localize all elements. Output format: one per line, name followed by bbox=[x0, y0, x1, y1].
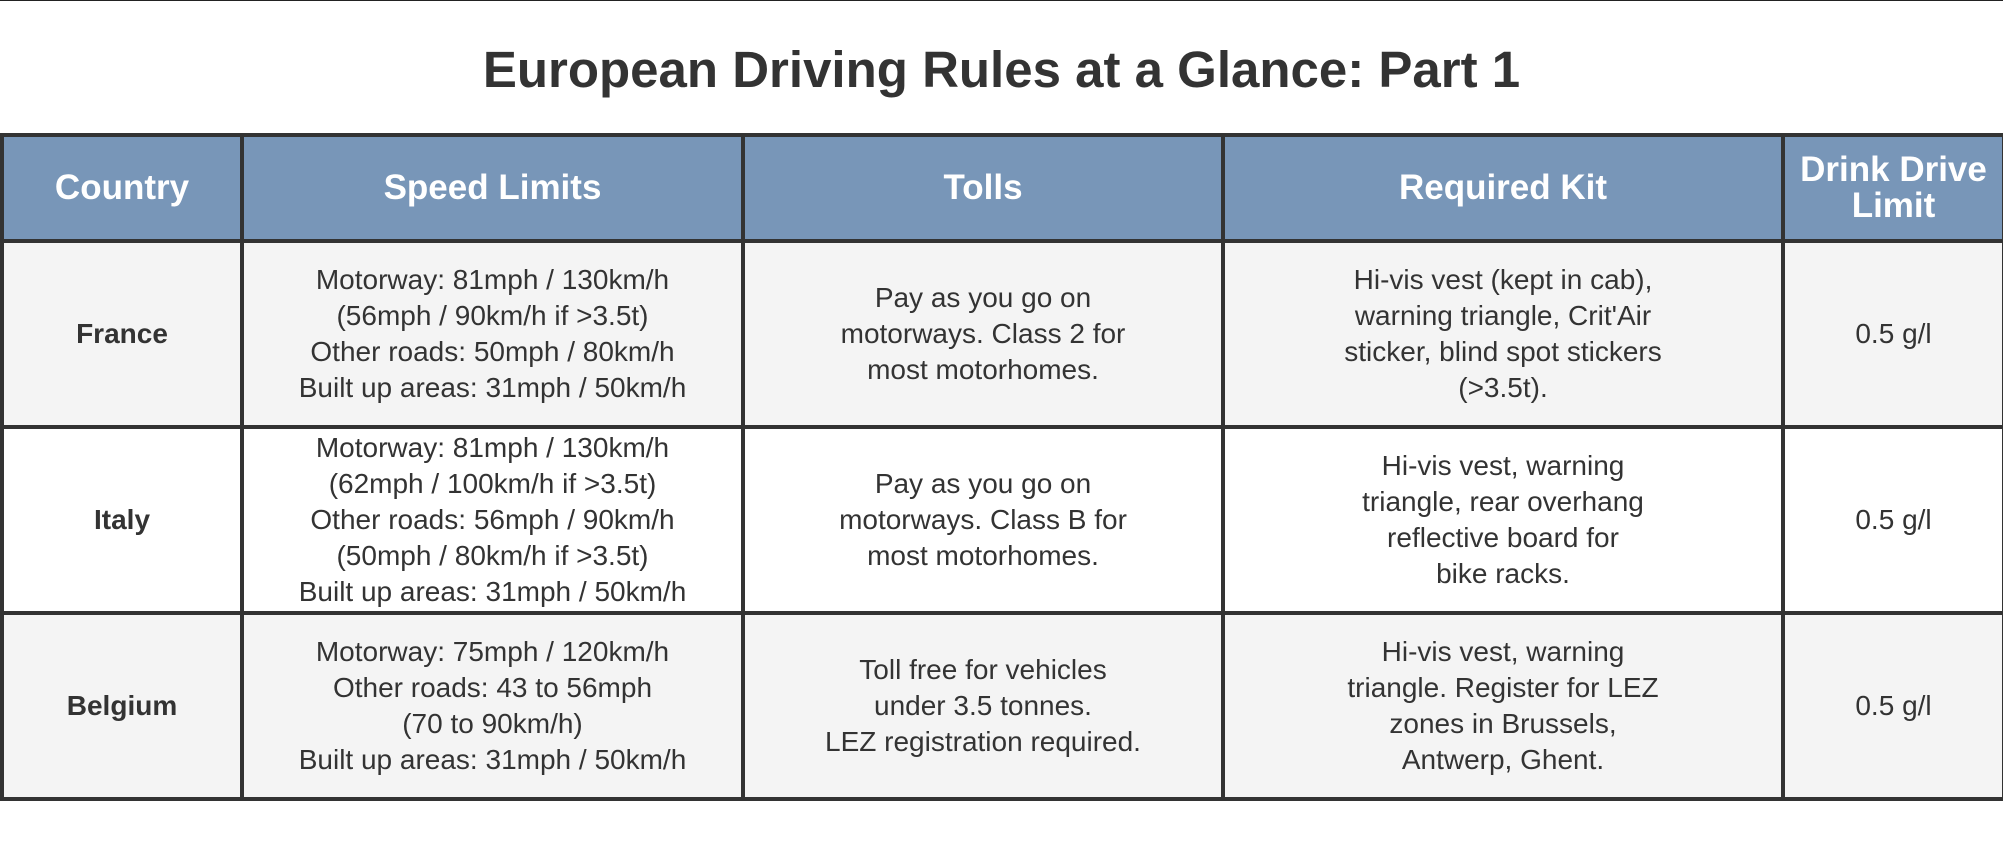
table-row-belgium bbox=[2, 613, 2003, 799]
tolls-line: Pay as you go on bbox=[874, 282, 1092, 313]
header-tolls: Tolls bbox=[743, 135, 1223, 241]
speed-line: Other roads: 43 to 56mph bbox=[332, 672, 653, 703]
kit-line: triangle, rear overhang bbox=[1362, 486, 1644, 517]
tolls-line: most motorhomes. bbox=[867, 354, 1099, 385]
tolls-line: most motorhomes. bbox=[867, 540, 1099, 571]
header-drink-line-2: Limit bbox=[1851, 186, 1936, 225]
speed-line: Motorway: 81mph / 130km/h bbox=[315, 432, 670, 463]
kit-line: zones in Brussels, bbox=[1389, 708, 1617, 739]
driving-rules-table bbox=[0, 133, 2003, 801]
speed-line: Other roads: 56mph / 90km/h bbox=[310, 504, 675, 535]
kit-line: warning triangle, Crit'Air bbox=[1354, 300, 1652, 331]
header-speed-limits: Speed Limits bbox=[242, 135, 743, 241]
header-drink-drive-limit bbox=[1783, 135, 2003, 241]
header-required-kit: Required Kit bbox=[1223, 135, 1783, 241]
speed-line: Other roads: 50mph / 80km/h bbox=[310, 336, 675, 367]
country-cell: France bbox=[2, 241, 242, 427]
required-kit-cell bbox=[1223, 427, 1783, 613]
country-cell: Belgium bbox=[2, 613, 242, 799]
kit-line: triangle. Register for LEZ bbox=[1347, 672, 1659, 703]
table-header-row bbox=[2, 135, 2003, 241]
speed-limits-cell bbox=[242, 427, 743, 613]
tolls-cell bbox=[743, 613, 1223, 799]
speed-line: (62mph / 100km/h if >3.5t) bbox=[328, 468, 657, 499]
page-title: European Driving Rules at a Glance: Part 1 bbox=[482, 41, 1521, 98]
header-drink-line-1: Drink Drive bbox=[1800, 150, 1987, 189]
speed-limits-cell bbox=[242, 241, 743, 427]
speed-line: Motorway: 75mph / 120km/h bbox=[315, 636, 670, 667]
speed-limits-cell bbox=[242, 613, 743, 799]
tolls-line: under 3.5 tonnes. bbox=[874, 690, 1092, 721]
header-country: Country bbox=[2, 135, 242, 241]
required-kit-cell bbox=[1223, 613, 1783, 799]
speed-line: (50mph / 80km/h if >3.5t) bbox=[336, 540, 649, 571]
drink-drive-limit-cell: 0.5 g/l bbox=[1783, 241, 2003, 427]
tolls-line: Toll free for vehicles bbox=[859, 654, 1107, 685]
drink-drive-limit-cell: 0.5 g/l bbox=[1783, 613, 2003, 799]
kit-line: Hi-vis vest (kept in cab), bbox=[1353, 264, 1653, 295]
tolls-cell bbox=[743, 427, 1223, 613]
speed-line: (56mph / 90km/h if >3.5t) bbox=[336, 300, 649, 331]
speed-line: Built up areas: 31mph / 50km/h bbox=[298, 576, 687, 607]
table-row-italy bbox=[2, 427, 2003, 613]
kit-line: (>3.5t). bbox=[1458, 372, 1548, 403]
required-kit-cell bbox=[1223, 241, 1783, 427]
kit-line: Antwerp, Ghent. bbox=[1401, 744, 1605, 775]
speed-line: Built up areas: 31mph / 50km/h bbox=[298, 744, 687, 775]
speed-line: Motorway: 81mph / 130km/h bbox=[315, 264, 670, 295]
tolls-line: Pay as you go on bbox=[874, 468, 1092, 499]
top-divider bbox=[0, 0, 2003, 1]
kit-line: Hi-vis vest, warning bbox=[1381, 636, 1625, 667]
kit-line: reflective board for bbox=[1387, 522, 1619, 553]
tolls-line: LEZ registration required. bbox=[825, 726, 1141, 757]
kit-line: Hi-vis vest, warning bbox=[1381, 450, 1625, 481]
country-cell: Italy bbox=[2, 427, 242, 613]
tolls-line: motorways. Class B for bbox=[839, 504, 1127, 535]
drink-drive-limit-cell: 0.5 g/l bbox=[1783, 427, 2003, 613]
table-row-france bbox=[2, 241, 2003, 427]
tolls-line: motorways. Class 2 for bbox=[840, 318, 1126, 349]
kit-line: sticker, blind spot stickers bbox=[1344, 336, 1662, 367]
tolls-cell bbox=[743, 241, 1223, 427]
kit-line: bike racks. bbox=[1436, 558, 1570, 589]
speed-line: (70 to 90km/h) bbox=[402, 708, 583, 739]
speed-line: Built up areas: 31mph / 50km/h bbox=[298, 372, 687, 403]
